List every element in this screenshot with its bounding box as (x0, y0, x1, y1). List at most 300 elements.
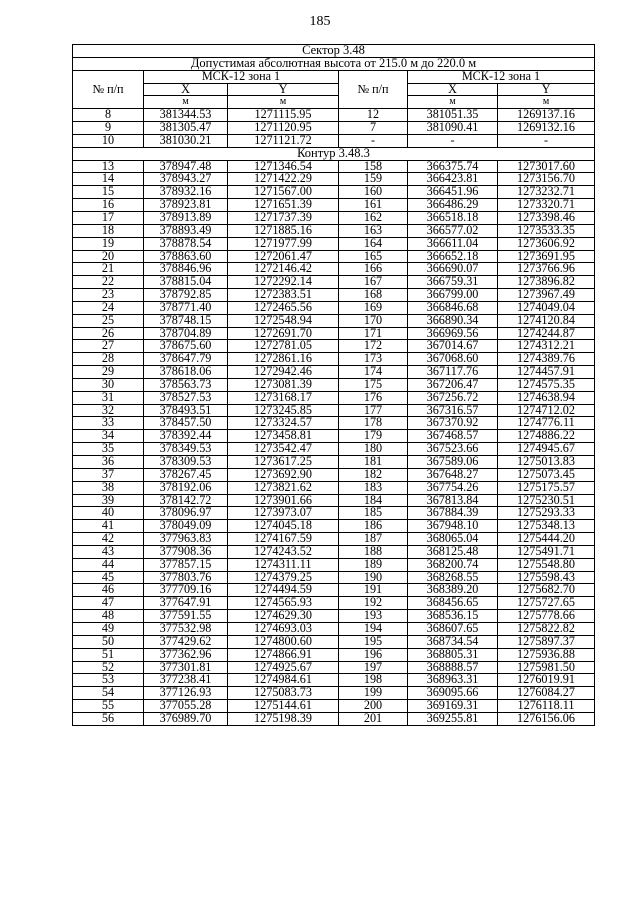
x-left-cell: 378893.49 (144, 224, 228, 237)
x-left-cell: 377709.16 (144, 584, 228, 597)
num-right-cell: 12 (339, 109, 408, 122)
num-right-cell: 160 (339, 186, 408, 199)
y-left-cell: 1273245.85 (228, 404, 339, 417)
num-left-cell: 19 (73, 237, 144, 250)
x-left-cell: 377591.55 (144, 610, 228, 623)
num-left-cell: 24 (73, 301, 144, 314)
num-right-cell: 161 (339, 199, 408, 212)
num-left-cell: 25 (73, 314, 144, 327)
table-row (73, 558, 595, 571)
num-left-cell: 13 (73, 160, 144, 173)
y-left-cell: 1271422.29 (228, 173, 339, 186)
x-right-cell: 368607.65 (408, 622, 498, 635)
y-right-cell: 1273533.35 (498, 224, 595, 237)
x-right-cell: 368268.55 (408, 571, 498, 584)
x-left-cell: 377532.98 (144, 622, 228, 635)
y-right-cell: 1276156.06 (498, 712, 595, 725)
num-left-cell: 45 (73, 571, 144, 584)
num-right-cell: 158 (339, 160, 408, 173)
x-left-cell: 378878.54 (144, 237, 228, 250)
num-right-cell: 181 (339, 456, 408, 469)
table-row (73, 327, 595, 340)
table-row (73, 160, 595, 173)
num-left-cell: 50 (73, 635, 144, 648)
num-right-cell: 200 (339, 700, 408, 713)
num-left-cell: 10 (73, 134, 144, 147)
num-right-cell: 184 (339, 494, 408, 507)
table-row (73, 109, 595, 122)
y-right-cell: 1276084.27 (498, 687, 595, 700)
y-right-cell: 1273896.82 (498, 276, 595, 289)
y-left-cell: 1274925.67 (228, 661, 339, 674)
x-right-cell: 367468.57 (408, 430, 498, 443)
table-row (73, 712, 595, 725)
x-right-cell: 366690.07 (408, 263, 498, 276)
num-right-cell: 165 (339, 250, 408, 263)
unit-row (73, 96, 595, 109)
table-row (73, 391, 595, 404)
y-right-cell: 1269137.16 (498, 109, 595, 122)
x-right-cell: 366799.00 (408, 289, 498, 302)
y-right-cell: - (498, 134, 595, 147)
y-right-cell: 1274575.35 (498, 378, 595, 391)
y-left-cell: 1273973.07 (228, 507, 339, 520)
num-left-cell: 41 (73, 520, 144, 533)
y-right-cell: 1274945.67 (498, 443, 595, 456)
y-left-cell: 1272292.14 (228, 276, 339, 289)
y-left-cell: 1272383.51 (228, 289, 339, 302)
y-right-cell: 1273606.92 (498, 237, 595, 250)
x-left-cell: 377963.83 (144, 533, 228, 546)
num-left-cell: 49 (73, 622, 144, 635)
num-right-cell: 193 (339, 610, 408, 623)
y-left-cell: 1272465.56 (228, 301, 339, 314)
num-left-cell: 54 (73, 687, 144, 700)
table-row (73, 301, 595, 314)
y-right-cell: 1273156.70 (498, 173, 595, 186)
x-right-cell: 367256.72 (408, 391, 498, 404)
x-right-cell: 366577.02 (408, 224, 498, 237)
y-right-cell: 1274120.84 (498, 314, 595, 327)
contour-title-row (73, 147, 595, 160)
x-left-cell: 378096.97 (144, 507, 228, 520)
y-right-cell: 1275981.50 (498, 661, 595, 674)
table-row (73, 378, 595, 391)
y-left-cell: 1272942.46 (228, 366, 339, 379)
num-left-cell: 38 (73, 481, 144, 494)
num-right-cell: 186 (339, 520, 408, 533)
table-row (73, 263, 595, 276)
x-left-cell: 378493.51 (144, 404, 228, 417)
y-left-cell: 1273692.90 (228, 468, 339, 481)
x-left-cell: 378704.89 (144, 327, 228, 340)
num-right-cell: 189 (339, 558, 408, 571)
x-left-cell: 378392.44 (144, 430, 228, 443)
y-left-cell: 1274167.59 (228, 533, 339, 546)
table-row (73, 494, 595, 507)
y-left-cell: 1271115.95 (228, 109, 339, 122)
sector-title-row (73, 45, 595, 58)
x-right-cell: 368963.31 (408, 674, 498, 687)
table-row (73, 430, 595, 443)
y-left-cell: 1274693.03 (228, 622, 339, 635)
y-left-cell: 1272781.05 (228, 340, 339, 353)
x-right-cell: 367117.76 (408, 366, 498, 379)
num-right-cell: 7 (339, 122, 408, 135)
x-right-cell: 366486.29 (408, 199, 498, 212)
x-right-cell: 381090.41 (408, 122, 498, 135)
x-left-cell: 381305.47 (144, 122, 228, 135)
num-left-cell: 43 (73, 545, 144, 558)
x-left-cell: 378142.72 (144, 494, 228, 507)
x-right-cell: 367754.26 (408, 481, 498, 494)
x-left-cell: 378913.89 (144, 211, 228, 224)
y-right-cell: 1275230.51 (498, 494, 595, 507)
x-right-cell: 366611.04 (408, 237, 498, 250)
num-left-cell: 22 (73, 276, 144, 289)
y-left-cell: 1274565.93 (228, 597, 339, 610)
y-right-cell: 1273967.49 (498, 289, 595, 302)
num-header-right: № п/п (339, 70, 408, 109)
y-left-cell: 1274984.61 (228, 674, 339, 687)
x-left-cell: 378947.48 (144, 160, 228, 173)
num-right-cell: 180 (339, 443, 408, 456)
x-left-cell: 378647.79 (144, 353, 228, 366)
num-right-cell: 192 (339, 597, 408, 610)
x-right-cell: 369095.66 (408, 687, 498, 700)
y-left-cell: 1274311.11 (228, 558, 339, 571)
x-right-cell: 368065.04 (408, 533, 498, 546)
num-left-cell: 29 (73, 366, 144, 379)
table-row (73, 122, 595, 135)
y-left-cell: 1274866.91 (228, 648, 339, 661)
table-row (73, 173, 595, 186)
x-right-cell: 366375.74 (408, 160, 498, 173)
x-left-cell: 381030.21 (144, 134, 228, 147)
y-right-cell: 1275598.43 (498, 571, 595, 584)
x-right-cell: 369255.81 (408, 712, 498, 725)
num-right-cell: 176 (339, 391, 408, 404)
x-right-cell: 367370.92 (408, 417, 498, 430)
x-right-cell: 366652.18 (408, 250, 498, 263)
x-left-cell: 377857.15 (144, 558, 228, 571)
x-right-cell: 367206.47 (408, 378, 498, 391)
y-left-cell: 1273168.17 (228, 391, 339, 404)
y-left-cell: 1273901.66 (228, 494, 339, 507)
num-right-cell: 196 (339, 648, 408, 661)
page-number: 185 (309, 14, 331, 29)
x-left-cell: 378771.40 (144, 301, 228, 314)
y-left-cell: 1271885.16 (228, 224, 339, 237)
x-right-cell: 368734.54 (408, 635, 498, 648)
table-row (73, 199, 595, 212)
y-left-cell: 1272861.16 (228, 353, 339, 366)
y-left-cell: 1271737.39 (228, 211, 339, 224)
y-left-cell: 1273324.57 (228, 417, 339, 430)
num-left-cell: 33 (73, 417, 144, 430)
num-left-cell: 17 (73, 211, 144, 224)
y-right-cell: 1274312.21 (498, 340, 595, 353)
num-right-cell: 201 (339, 712, 408, 725)
y-left-cell: 1271120.95 (228, 122, 339, 135)
y-right-cell: 1273232.71 (498, 186, 595, 199)
num-left-cell: 21 (73, 263, 144, 276)
num-left-cell: 9 (73, 122, 144, 135)
x-left-cell: 378863.60 (144, 250, 228, 263)
table-row (73, 661, 595, 674)
x-right-cell: 367884.39 (408, 507, 498, 520)
y-left-cell: 1274494.59 (228, 584, 339, 597)
num-right-cell: 159 (339, 173, 408, 186)
y-right-cell: 1275348.13 (498, 520, 595, 533)
y-right-cell: 1276019.91 (498, 674, 595, 687)
y-right-cell: 1274389.76 (498, 353, 595, 366)
x-left-cell: 376989.70 (144, 712, 228, 725)
num-right-cell: 178 (339, 417, 408, 430)
y-right-cell: 1274776.11 (498, 417, 595, 430)
x-left-cell: 381344.53 (144, 109, 228, 122)
y-left-cell: 1274045.18 (228, 520, 339, 533)
x-right-cell: 366518.18 (408, 211, 498, 224)
table-row (73, 533, 595, 546)
y-right-cell: 1273766.96 (498, 263, 595, 276)
x-left-cell: 378527.53 (144, 391, 228, 404)
y-left-cell: 1271651.39 (228, 199, 339, 212)
x-right-cell: 367068.60 (408, 353, 498, 366)
y-left-cell: 1275083.73 (228, 687, 339, 700)
y-right-cell: 1273398.46 (498, 211, 595, 224)
table-row (73, 622, 595, 635)
y-left-cell: 1274243.52 (228, 545, 339, 558)
x-unit-left: м (144, 96, 228, 109)
y-left-cell: 1273821.62 (228, 481, 339, 494)
y-right-cell: 1269132.16 (498, 122, 595, 135)
table-row (73, 584, 595, 597)
x-right-cell: 368125.48 (408, 545, 498, 558)
x-left-cell: 378675.60 (144, 340, 228, 353)
x-right-cell: 367589.06 (408, 456, 498, 469)
num-right-cell: 197 (339, 661, 408, 674)
num-left-cell: 8 (73, 109, 144, 122)
table-row (73, 597, 595, 610)
y-left-cell: 1272146.42 (228, 263, 339, 276)
num-right-cell: 183 (339, 481, 408, 494)
y-right-cell: 1275727.65 (498, 597, 595, 610)
table-row (73, 481, 595, 494)
num-left-cell: 14 (73, 173, 144, 186)
x-left-cell: 378267.45 (144, 468, 228, 481)
num-right-cell: 164 (339, 237, 408, 250)
y-right-cell: 1275936.88 (498, 648, 595, 661)
y-left-cell: 1273542.47 (228, 443, 339, 456)
num-left-cell: 32 (73, 404, 144, 417)
table-row (73, 211, 595, 224)
height-range: Допустимая абсолютная высота от 215.0 м до 220.0 м (73, 57, 595, 70)
x-left-cell: 377803.76 (144, 571, 228, 584)
table-row (73, 366, 595, 379)
x-left-cell: 378309.53 (144, 456, 228, 469)
num-left-cell: 23 (73, 289, 144, 302)
num-right-cell: 163 (339, 224, 408, 237)
y-header-left: Y (228, 83, 339, 96)
num-right-cell: 168 (339, 289, 408, 302)
y-right-cell: 1276118.11 (498, 700, 595, 713)
sector-title: Сектор 3.48 (73, 45, 595, 58)
num-right-cell: 175 (339, 378, 408, 391)
table-row (73, 276, 595, 289)
table-row (73, 250, 595, 263)
table-row (73, 237, 595, 250)
x-right-cell: - (408, 134, 498, 147)
table-row (73, 674, 595, 687)
table-row (73, 417, 595, 430)
x-left-cell: 377647.91 (144, 597, 228, 610)
table-row (73, 468, 595, 481)
table-row (73, 700, 595, 713)
x-left-cell: 377238.41 (144, 674, 228, 687)
x-left-cell: 378923.81 (144, 199, 228, 212)
num-right-cell: 191 (339, 584, 408, 597)
x-left-cell: 378349.53 (144, 443, 228, 456)
x-left-cell: 377055.28 (144, 700, 228, 713)
y-left-cell: 1271121.72 (228, 134, 339, 147)
y-right-cell: 1273017.60 (498, 160, 595, 173)
num-right-cell: 177 (339, 404, 408, 417)
x-right-cell: 368888.57 (408, 661, 498, 674)
x-unit-right: м (408, 96, 498, 109)
x-left-cell: 378815.04 (144, 276, 228, 289)
x-right-cell: 366890.34 (408, 314, 498, 327)
x-right-cell: 368200.74 (408, 558, 498, 571)
header-row-2 (73, 83, 595, 96)
contour-title: Контур 3.48.3 (73, 147, 595, 160)
y-left-cell: 1273458.81 (228, 430, 339, 443)
num-left-cell: 51 (73, 648, 144, 661)
table-row (73, 507, 595, 520)
num-right-cell: 179 (339, 430, 408, 443)
num-right-cell: 187 (339, 533, 408, 546)
num-right-cell: 174 (339, 366, 408, 379)
x-left-cell: 377429.62 (144, 635, 228, 648)
y-left-cell: 1272061.47 (228, 250, 339, 263)
x-right-cell: 367813.84 (408, 494, 498, 507)
x-left-cell: 377362.96 (144, 648, 228, 661)
y-unit-left: м (228, 96, 339, 109)
x-header-right: X (408, 83, 498, 96)
x-right-cell: 368536.15 (408, 610, 498, 623)
height-range-row (73, 57, 595, 70)
y-left-cell: 1275144.61 (228, 700, 339, 713)
num-right-cell: - (339, 134, 408, 147)
x-right-cell: 366846.68 (408, 301, 498, 314)
y-right-cell: 1273691.95 (498, 250, 595, 263)
table-row (73, 520, 595, 533)
y-left-cell: 1274800.60 (228, 635, 339, 648)
num-left-cell: 31 (73, 391, 144, 404)
x-right-cell: 366423.81 (408, 173, 498, 186)
num-right-cell: 190 (339, 571, 408, 584)
table-row (73, 404, 595, 417)
num-left-cell: 46 (73, 584, 144, 597)
y-unit-right: м (498, 96, 595, 109)
num-left-cell: 30 (73, 378, 144, 391)
y-left-cell: 1273617.25 (228, 456, 339, 469)
y-left-cell: 1271346.54 (228, 160, 339, 173)
y-left-cell: 1275198.39 (228, 712, 339, 725)
x-right-cell: 366759.31 (408, 276, 498, 289)
num-left-cell: 16 (73, 199, 144, 212)
x-right-cell: 366969.56 (408, 327, 498, 340)
num-left-cell: 28 (73, 353, 144, 366)
x-left-cell: 377908.36 (144, 545, 228, 558)
x-right-cell: 381051.35 (408, 109, 498, 122)
num-left-cell: 55 (73, 700, 144, 713)
x-left-cell: 378192.06 (144, 481, 228, 494)
y-left-cell: 1273081.39 (228, 378, 339, 391)
y-right-cell: 1275175.57 (498, 481, 595, 494)
y-header-right: Y (498, 83, 595, 96)
num-left-cell: 40 (73, 507, 144, 520)
y-left-cell: 1274629.30 (228, 610, 339, 623)
num-right-cell: 170 (339, 314, 408, 327)
y-right-cell: 1274712.02 (498, 404, 595, 417)
y-right-cell: 1275778.66 (498, 610, 595, 623)
x-right-cell: 368805.31 (408, 648, 498, 661)
num-right-cell: 166 (339, 263, 408, 276)
table-row (73, 134, 595, 147)
table-row (73, 635, 595, 648)
num-left-cell: 56 (73, 712, 144, 725)
num-right-cell: 195 (339, 635, 408, 648)
num-right-cell: 162 (339, 211, 408, 224)
x-left-cell: 378846.96 (144, 263, 228, 276)
num-left-cell: 26 (73, 327, 144, 340)
y-right-cell: 1275491.71 (498, 545, 595, 558)
num-right-cell: 199 (339, 687, 408, 700)
x-left-cell: 378792.85 (144, 289, 228, 302)
y-right-cell: 1275548.80 (498, 558, 595, 571)
x-right-cell: 367523.66 (408, 443, 498, 456)
y-right-cell: 1274049.04 (498, 301, 595, 314)
y-right-cell: 1274457.91 (498, 366, 595, 379)
num-left-cell: 18 (73, 224, 144, 237)
x-left-cell: 377126.93 (144, 687, 228, 700)
table-row (73, 353, 595, 366)
x-right-cell: 367014.67 (408, 340, 498, 353)
num-left-cell: 48 (73, 610, 144, 623)
num-left-cell: 53 (73, 674, 144, 687)
num-left-cell: 42 (73, 533, 144, 546)
table-row (73, 687, 595, 700)
num-left-cell: 27 (73, 340, 144, 353)
y-right-cell: 1274886.22 (498, 430, 595, 443)
num-left-cell: 47 (73, 597, 144, 610)
x-right-cell: 366451.96 (408, 186, 498, 199)
num-right-cell: 171 (339, 327, 408, 340)
x-left-cell: 378932.16 (144, 186, 228, 199)
coordinates-table (72, 44, 595, 726)
num-right-cell: 182 (339, 468, 408, 481)
table-row (73, 443, 595, 456)
table-row (73, 648, 595, 661)
x-right-cell: 367648.27 (408, 468, 498, 481)
header-row-1 (73, 70, 595, 83)
x-header-left: X (144, 83, 228, 96)
num-left-cell: 20 (73, 250, 144, 263)
x-left-cell: 377301.81 (144, 661, 228, 674)
num-right-cell: 185 (339, 507, 408, 520)
num-right-cell: 173 (339, 353, 408, 366)
